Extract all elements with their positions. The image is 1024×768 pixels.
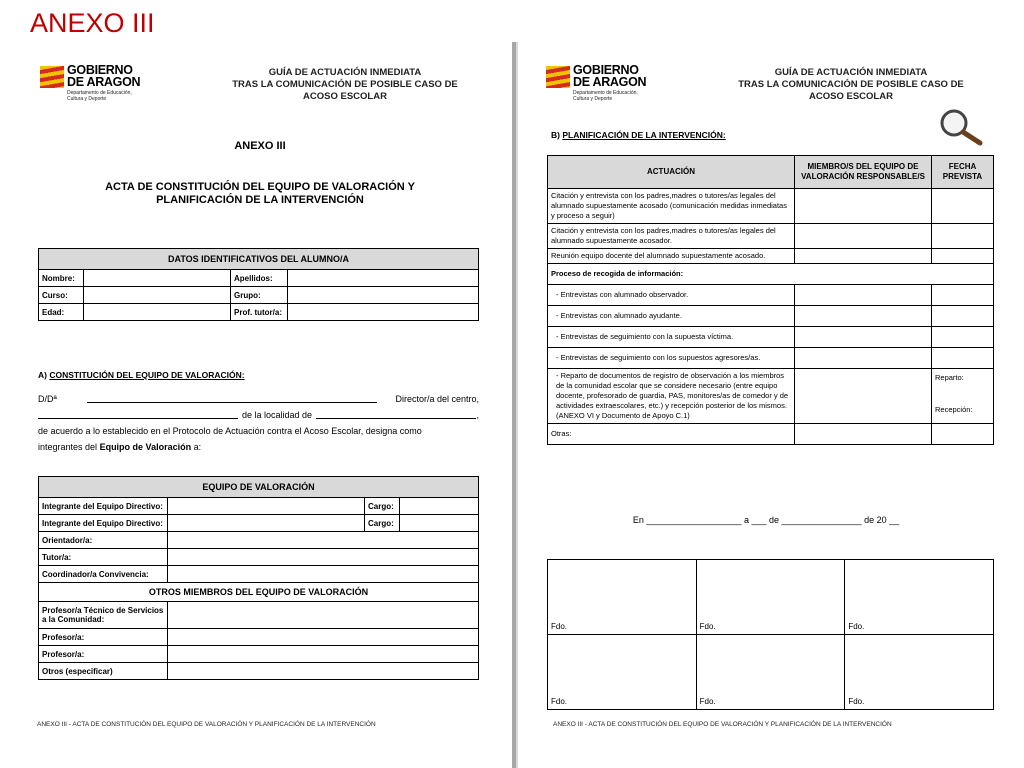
plan-row-8-members[interactable] (795, 348, 932, 369)
field-curso[interactable] (84, 287, 231, 304)
left-footer: ANEXO III - ACTA DE CONSTITUCIÓN DEL EQUIPO DE VALORACIÓN Y PLANIFICACIÓN DE LA INTERVENCIÓN (37, 721, 376, 728)
plan-row-1: Citación y entrevista con los padres,madres o tutores/as legales del alumnado supuestamente acosado (comunicación medidas inmediatas y proceso a seguir) (548, 189, 795, 224)
field-directivo-1[interactable] (168, 498, 365, 515)
logo-sub-line1: Departamento de Educación, (67, 90, 132, 96)
plan-row-8: - Entrevistas de seguimiento con los supuestos agresores/as. (548, 348, 795, 369)
signature-label: Fdo. (551, 697, 568, 706)
guide-title-line3: ACOSO ESCOLAR (303, 91, 387, 102)
document-page-left (25, 45, 495, 763)
label-prof-tutor: Prof. tutor/a: (231, 304, 288, 321)
document-title (25, 181, 495, 207)
designation-paragraph: D/Dª Director/a del centro, de la localidad de , de acuerdo a lo establecido en el Protocolo de Actuación contra el Acoso Escolar, designa como integrantes del Equipo de Valoración a: (38, 391, 479, 455)
label-tutor: Tutor/a: (39, 549, 168, 566)
field-nombre[interactable] (84, 270, 231, 287)
para-a: a: (193, 442, 202, 452)
label-cargo-1: Cargo: (365, 498, 400, 515)
section-a-prefix: A) (38, 370, 47, 380)
field-edad[interactable] (84, 304, 231, 321)
gobierno-aragon-logo-right (546, 63, 666, 111)
label-directivo-1: Integrante del Equipo Directivo: (39, 498, 168, 515)
guide-title-right (731, 67, 971, 103)
plan-row-2: Citación y entrevista con los padres,madres o tutores/as legales del alumnado supuestamente acosador. (548, 224, 795, 249)
team-table-header: EQUIPO DE VALORACIÓN (39, 477, 479, 498)
section-a-title (38, 370, 245, 380)
plan-row-2-members[interactable] (795, 224, 932, 249)
field-grupo[interactable] (288, 287, 479, 304)
field-coordinador[interactable] (168, 566, 479, 583)
director-name-blank[interactable] (87, 391, 378, 403)
plan-row-9-members[interactable] (795, 369, 932, 424)
para-localidad: de la localidad de (242, 410, 313, 420)
guide-title-line3: ACOSO ESCOLAR (809, 91, 893, 102)
reparto-label: Reparto: (935, 373, 964, 382)
para-equipo: Equipo de Valoración (99, 442, 192, 452)
signature-label: Fdo. (551, 622, 568, 631)
label-tecnico (39, 602, 168, 629)
plan-row-5-date[interactable] (932, 285, 994, 306)
locality-blank[interactable] (316, 407, 476, 419)
plan-row-5: - Entrevistas con alumnado observador. (548, 285, 795, 306)
label-orientador: Orientador/a: (39, 532, 168, 549)
plan-row-3-date[interactable] (932, 249, 994, 264)
signature-label: Fdo. (848, 697, 865, 706)
para-dd: D/Dª (38, 394, 57, 404)
field-profesor-1[interactable] (168, 629, 479, 646)
team-table (38, 476, 479, 680)
document-title-line1: ACTA DE CONSTITUCIÓN DEL EQUIPO DE VALORACIÓN Y (105, 181, 415, 193)
plan-row-2-date[interactable] (932, 224, 994, 249)
plan-row-4: Proceso de recogida de información: (548, 264, 994, 285)
plan-row-7: - Entrevistas de seguimiento con la supuesta víctima. (548, 327, 795, 348)
planning-table (547, 155, 994, 445)
label-tecnico-line2: a la Comunidad: (42, 615, 105, 624)
field-prof-tutor[interactable] (288, 304, 479, 321)
logo-sub-line1: Departamento de Educación, (573, 90, 638, 96)
centre-name-blank[interactable] (38, 407, 238, 419)
para-line3: de acuerdo a lo establecido en el Protocolo de Actuación contra el Acoso Escolar, designa como (38, 426, 422, 436)
signature-label: Fdo. (699, 697, 716, 706)
document-page-right (531, 45, 1001, 763)
page-divider-shadow (516, 42, 518, 768)
signature-box-3[interactable] (845, 560, 994, 635)
plan-row-3: Reunión equipo docente del alumnado supuestamente acosado. (548, 249, 795, 264)
plan-row-7-date[interactable] (932, 327, 994, 348)
col-actuacion: ACTUACIÓN (548, 156, 795, 189)
logo-name-line2: DE ARAGON (573, 75, 647, 89)
guide-title-line2: TRAS LA COMUNICACIÓN DE POSIBLE CASO DE (738, 79, 964, 90)
plan-row-7-members[interactable] (795, 327, 932, 348)
label-apellidos: Apellidos: (231, 270, 288, 287)
signature-box-6[interactable] (845, 635, 994, 710)
label-curso: Curso: (39, 287, 84, 304)
logo-name-line1: GOBIERNO (67, 63, 133, 77)
signature-box-5[interactable] (696, 635, 845, 710)
label-otros: Otros (especificar) (39, 663, 168, 680)
field-apellidos[interactable] (288, 270, 479, 287)
slide-title: ANEXO III (30, 8, 155, 38)
recepcion-label: Recepción: (935, 405, 973, 414)
logo-name-line2: DE ARAGON (67, 75, 141, 89)
label-edad: Edad: (39, 304, 84, 321)
field-tecnico[interactable] (168, 602, 479, 629)
para-director: Director/a del centro, (395, 394, 479, 404)
student-table-header: DATOS IDENTIFICATIVOS DEL ALUMNO/A (39, 249, 479, 270)
label-coordinador: Coordinador/a Convivencia: (39, 566, 168, 583)
field-directivo-2[interactable] (168, 515, 365, 532)
label-directivo-2: Integrante del Equipo Directivo: (39, 515, 168, 532)
signature-box-4[interactable] (548, 635, 697, 710)
student-data-table (38, 248, 479, 321)
plan-row-6-members[interactable] (795, 306, 932, 327)
field-profesor-2[interactable] (168, 646, 479, 663)
section-b-label: PLANIFICACIÓN DE LA INTERVENCIÓN: (562, 130, 726, 140)
plan-row-6: - Entrevistas con alumnado ayudante. (548, 306, 795, 327)
field-cargo-1[interactable] (400, 498, 479, 515)
logo-sub-line2: Cultura y Deporte (573, 96, 613, 102)
label-cargo-2: Cargo: (365, 515, 400, 532)
right-footer: ANEXO III - ACTA DE CONSTITUCIÓN DEL EQUIPO DE VALORACIÓN Y PLANIFICACIÓN DE LA INTERVENCIÓN (553, 721, 892, 728)
magnifier-icon (936, 107, 986, 147)
guide-title-line1: GUÍA DE ACTUACIÓN INMEDIATA (774, 67, 928, 78)
guide-title-line1: GUÍA DE ACTUACIÓN INMEDIATA (268, 67, 422, 78)
col-miembros: MIEMBRO/S DEL EQUIPO DE VALORACIÓN RESPONSABLE/S (795, 156, 932, 189)
aragon-flag-icon (40, 66, 64, 88)
plan-row-otras: Otras: (548, 424, 795, 445)
label-profesor-1: Profesor/a: (39, 629, 168, 646)
plan-row-8-date[interactable] (932, 348, 994, 369)
field-cargo-2[interactable] (400, 515, 479, 532)
date-line: En ___________________ a ___ de ________________ de 20 __ (632, 515, 900, 525)
label-grupo: Grupo: (231, 287, 288, 304)
field-otros[interactable] (168, 663, 479, 680)
plan-row-5-members[interactable] (795, 285, 932, 306)
signature-label: Fdo. (699, 622, 716, 631)
signature-table (547, 559, 994, 710)
signature-box-2[interactable] (696, 560, 845, 635)
field-orientador[interactable] (168, 532, 479, 549)
plan-row-9-date[interactable] (932, 369, 994, 424)
field-tutor[interactable] (168, 549, 479, 566)
document-title-line2: PLANIFICACIÓN DE LA INTERVENCIÓN (156, 194, 364, 206)
label-profesor-2: Profesor/a: (39, 646, 168, 663)
section-b-prefix: B) (551, 130, 560, 140)
signature-label: Fdo. (848, 622, 865, 631)
guide-title-line2: TRAS LA COMUNICACIÓN DE POSIBLE CASO DE (232, 79, 458, 90)
plan-row-1-members[interactable] (795, 189, 932, 224)
annex-heading: ANEXO III (234, 140, 286, 152)
plan-row-otras-members[interactable] (795, 424, 932, 445)
label-tecnico-line1: Profesor/a Técnico de Servicios (42, 606, 164, 615)
plan-row-9: - Reparto de documentos de registro de observación a los miembros de la comunidad escolar que se considere necesario (entre equipo docente, profesorado de guardia, PAS, monitores/as de comedor y de actividades extraescolares, etc.) y recepción posterior de los mismos. (ANEXO VI y Documento de Apoyo C.1) (548, 369, 795, 424)
col-fecha: FECHA PREVISTA (932, 156, 994, 189)
logo-sub-line2: Cultura y Deporte (67, 96, 107, 102)
guide-title (225, 67, 465, 103)
section-a-label: CONSTITUCIÓN DEL EQUIPO DE VALORACIÓN: (49, 370, 245, 380)
aragon-flag-icon (546, 66, 570, 88)
others-header: OTROS MIEMBROS DEL EQUIPO DE VALORACIÓN (39, 583, 479, 602)
plan-row-3-members[interactable] (795, 249, 932, 264)
label-nombre: Nombre: (39, 270, 84, 287)
plan-row-otras-date[interactable] (932, 424, 994, 445)
signature-box-1[interactable] (548, 560, 697, 635)
plan-row-1-date[interactable] (932, 189, 994, 224)
gobierno-aragon-logo (40, 63, 160, 111)
plan-row-6-date[interactable] (932, 306, 994, 327)
para-integrantes: integrantes del (38, 442, 98, 452)
section-b-title (551, 130, 726, 140)
logo-name-line1: GOBIERNO (573, 63, 639, 77)
